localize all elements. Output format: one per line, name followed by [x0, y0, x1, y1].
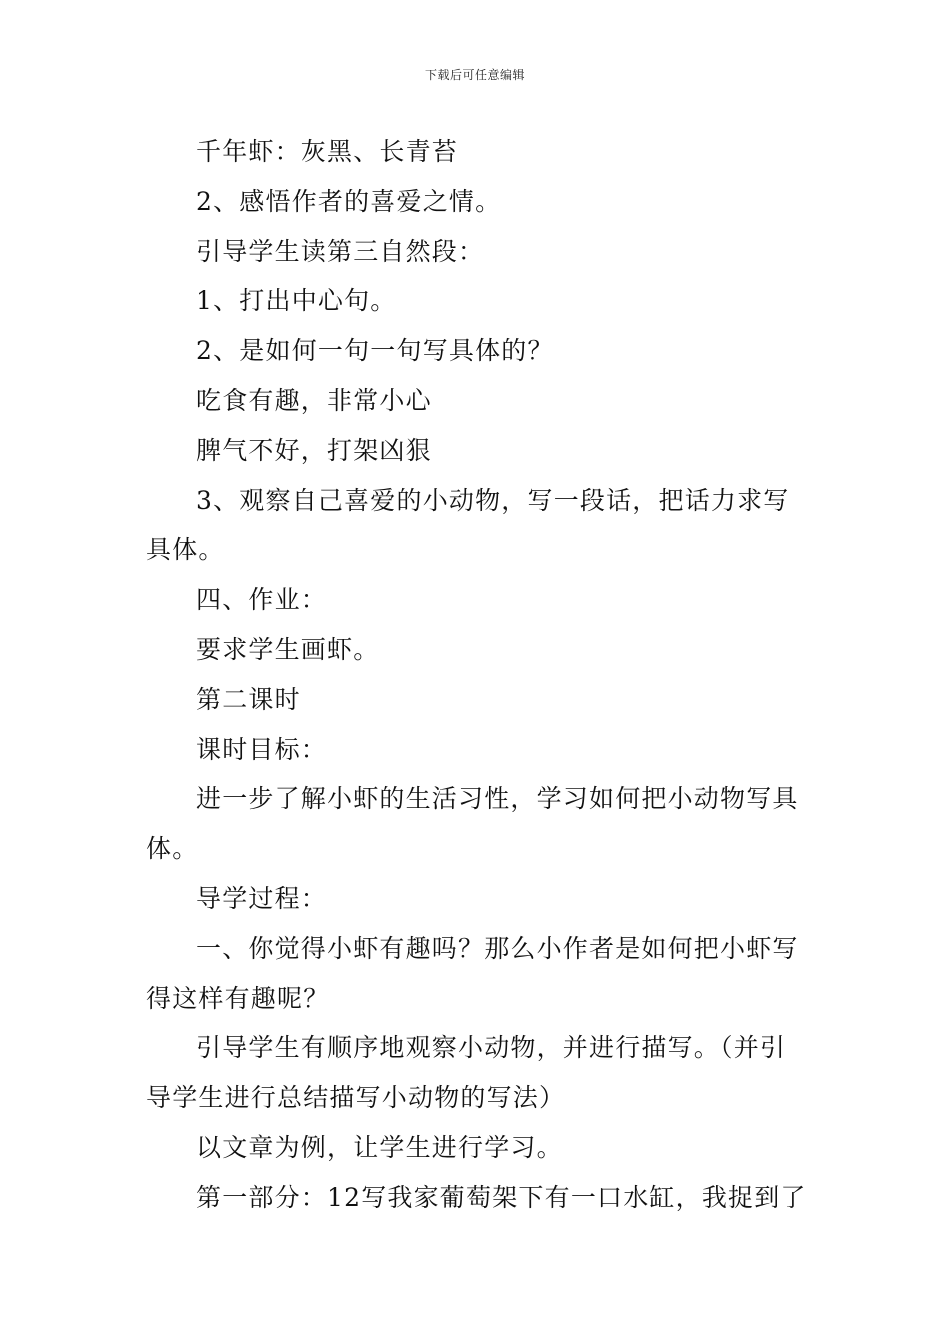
paragraph-guancha: 3、观察自己喜爱的小动物，写一段话，把话力求写具体。	[146, 485, 790, 565]
paragraph-qiannianxia: 千年虾：灰黑、长青苔	[196, 137, 459, 166]
paragraph-zuoye: 四、作业：	[196, 585, 328, 615]
paragraph-wenzhang: 以文章为例，让学生进行学习。	[196, 1132, 563, 1162]
paragraph-huaxia: 要求学生画虾。	[196, 634, 380, 664]
paragraph-youqu: 一、你觉得小虾有趣吗？那么小作者是如何把小虾写得这样有趣呢？	[146, 933, 799, 1013]
paragraph-dierkeshi: 第二课时	[196, 684, 301, 714]
paragraph-daoxue: 导学过程：	[196, 883, 328, 913]
document-body	[146, 127, 808, 1223]
page-header: 下载后可任意编辑	[424, 68, 525, 82]
paragraph-keshimubiao: 课时目标：	[196, 734, 328, 764]
paragraph-ganwu: 2、感悟作者的喜爱之情。	[196, 186, 502, 216]
paragraph-chishi: 吃食有趣，非常小心	[196, 385, 432, 415]
paragraph-zhongxinju: 1、打出中心句。	[196, 286, 397, 316]
paragraph-jinyibu: 进一步了解小虾的生活习性，学习如何把小动物写具体。	[146, 784, 799, 864]
paragraph-piqi: 脾气不好，打架凶狠	[196, 435, 432, 465]
paragraph-diyibufen: 第一部分：12写我家葡萄架下有一口水缸，我捉到了	[196, 1182, 807, 1212]
paragraph-ruhe-xie: 2、是如何一句一句写具体的？	[196, 336, 554, 366]
paragraph-yindao-disan: 引导学生读第三自然段：	[196, 236, 485, 266]
paragraph-shunxu: 引导学生有顺序地观察小动物，并进行描写。（并引导学生进行总结描写小动物的写法）	[146, 1033, 787, 1113]
